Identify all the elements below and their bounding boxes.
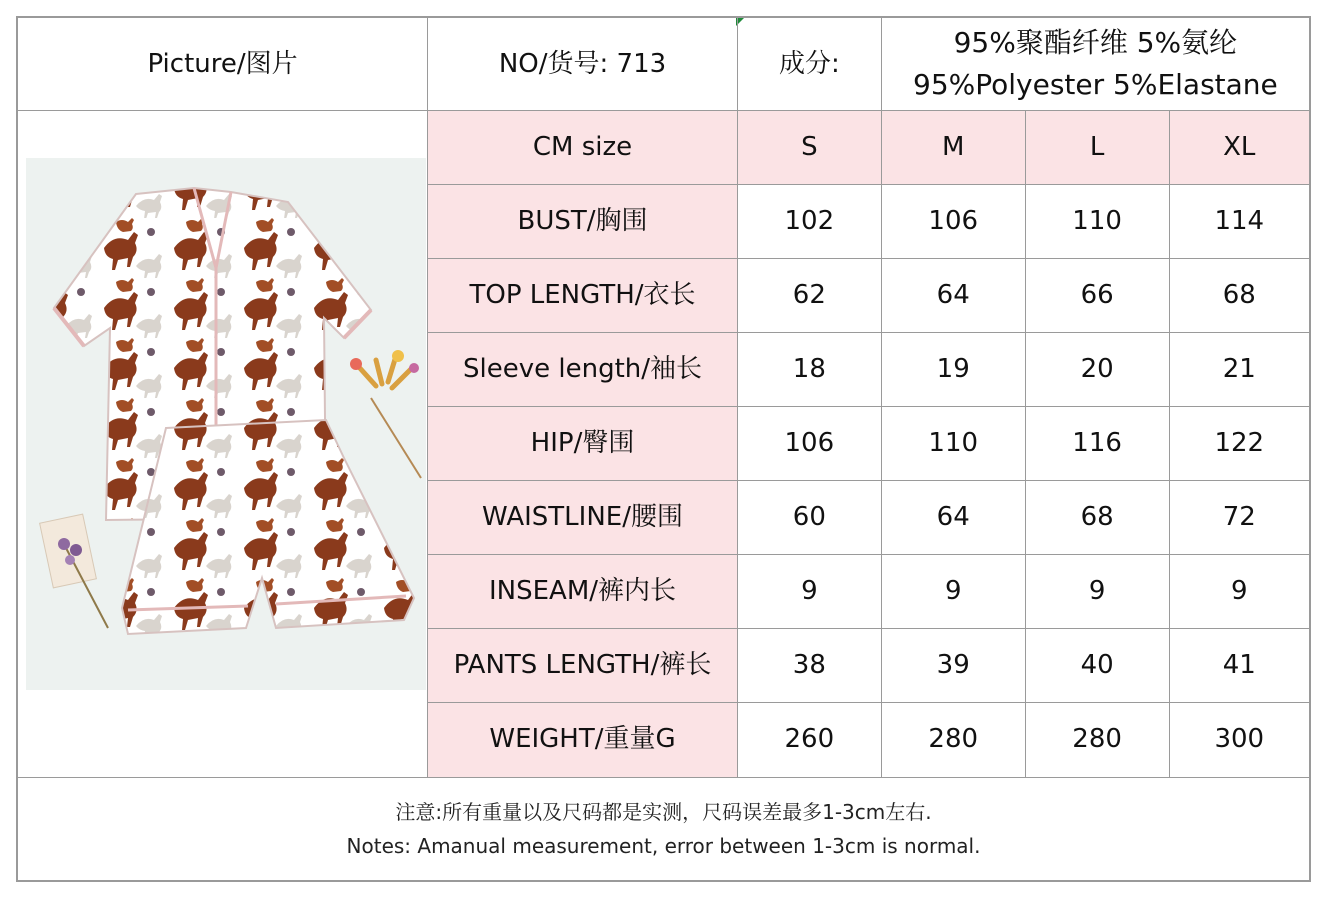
row-label: HIP/臀围 [428, 406, 738, 480]
pajama-set-illustration [26, 158, 426, 690]
table-cell: 9 [737, 554, 881, 628]
table-cell: 260 [737, 702, 881, 777]
size-s-header: S [737, 110, 881, 184]
table-cell: 300 [1169, 702, 1309, 777]
table-cell: 110 [881, 406, 1025, 480]
row-label: INSEAM/裤内长 [428, 554, 738, 628]
table-cell: 21 [1169, 332, 1309, 406]
notes-en: Notes: Amanual measurement, error between 1-3cm is normal. [346, 834, 981, 858]
table-cell: 9 [1025, 554, 1169, 628]
size-xl-header: XL [1169, 110, 1309, 184]
table-cell: 66 [1025, 258, 1169, 332]
composition-label: 成分: [737, 18, 881, 110]
row-label: Sleeve length/袖长 [428, 332, 738, 406]
table-cell: 114 [1169, 184, 1309, 258]
product-photo-cell [18, 110, 428, 777]
table-cell: 64 [881, 258, 1025, 332]
table-cell: 41 [1169, 628, 1309, 702]
table-cell: 68 [1025, 480, 1169, 554]
table-cell: 280 [1025, 702, 1169, 777]
row-label: BUST/胸围 [428, 184, 738, 258]
table-cell: 18 [737, 332, 881, 406]
table-cell: 102 [737, 184, 881, 258]
table-cell: 116 [1025, 406, 1169, 480]
picture-label: Picture/图片 [18, 18, 428, 110]
notes-section [18, 777, 1309, 881]
notes-cn: 注意:所有重量以及尺码都是实测，尺码误差最多1-3cm左右. [395, 800, 932, 824]
material-en: 95%Polyester 5%Elastane [913, 67, 1278, 101]
table-cell: 20 [1025, 332, 1169, 406]
table-cell: 72 [1169, 480, 1309, 554]
table-cell: 68 [1169, 258, 1309, 332]
table-cell: 9 [1169, 554, 1309, 628]
table-cell: 9 [881, 554, 1025, 628]
table-cell: 62 [737, 258, 881, 332]
row-label: WEIGHT/重量G [428, 702, 738, 777]
header-row [18, 18, 1309, 110]
table-cell: 64 [881, 480, 1025, 554]
item-number: NO/货号: 713 [428, 18, 738, 110]
product-photo [26, 158, 426, 690]
table-cell: 106 [881, 184, 1025, 258]
table-cell: 39 [881, 628, 1025, 702]
table-cell: 280 [881, 702, 1025, 777]
table-cell: 19 [881, 332, 1025, 406]
size-chart-sheet [16, 16, 1311, 882]
table-cell: 40 [1025, 628, 1169, 702]
row-label: WAISTLINE/腰围 [428, 480, 738, 554]
size-chart-table [18, 18, 1309, 778]
material-cell [881, 18, 1309, 110]
size-l-header: L [1025, 110, 1169, 184]
table-cell: 38 [737, 628, 881, 702]
size-header-row [18, 110, 1309, 184]
size-m-header: M [881, 110, 1025, 184]
row-label: PANTS LENGTH/裤长 [428, 628, 738, 702]
row-label: TOP LENGTH/衣长 [428, 258, 738, 332]
table-cell: 60 [737, 480, 881, 554]
table-cell: 106 [737, 406, 881, 480]
material-cn: 95%聚酯纤维 5%氨纶 [953, 25, 1238, 59]
unit-label: CM size [428, 110, 738, 184]
table-cell: 122 [1169, 406, 1309, 480]
table-cell: 110 [1025, 184, 1169, 258]
